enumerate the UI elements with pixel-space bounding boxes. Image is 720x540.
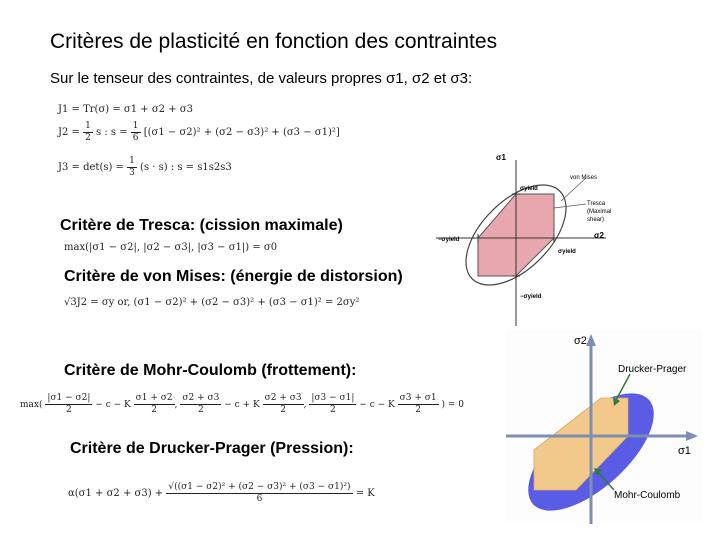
d1-axis-sigma2: σ2: [594, 231, 604, 240]
drucker-prager-heading: Critère de Drucker-Prager (Pression):: [70, 440, 354, 457]
j2-rhs: [(σ1 − σ2)² + (σ2 − σ3)² + (σ3 − σ1)²]: [143, 127, 340, 138]
j3-rhs: (s · s) : s = s1s2s3: [140, 162, 232, 173]
mc-mid-2: − c + K: [224, 400, 260, 410]
mc-frac-2b: $\frac{\sigma 2 + \sigma 3}{2}$: [264, 393, 302, 415]
label-sigma-yield-right: σyield: [558, 249, 576, 255]
mc-frac-1: $\frac{|\sigma 1 - \sigma 2|}{2}$: [47, 393, 91, 415]
label-neg-sigma-yield-left: −σyield: [438, 237, 460, 243]
dp-rhs: = K: [355, 488, 375, 499]
tresca-pointer: [554, 204, 586, 208]
label-tresca: Tresca: [587, 201, 606, 207]
mc-frac-3b: $\frac{\sigma 3 + \sigma 1}{2}$: [399, 393, 437, 415]
mc-frac-3: $\frac{|\sigma 3 - \sigma 1|}{2}$: [311, 393, 355, 415]
label-sigma-yield-top: σyield: [520, 186, 538, 192]
d2-axis-sigma2: σ2: [574, 335, 587, 347]
mohr-coulomb-formula: max( $\frac{|\sigma 1 - \sigma 2|}{2}$ − c − K $\frac{\sigma 1 + \sigma 2}{2}$ , $\frac{\sigma 2 + \sigma 3}{2}$ − c + K $\frac{\sigma 2 + \sigma 3}{2}$ , $\frac{|\sigma 3 - \sigma 1|}{2}$ − c − K $\frac{\sigma 3 + \sigma 1}{2}$ ) = 0: [20, 393, 464, 415]
von-mises-heading: Critère de von Mises: (énergie de distorsion): [64, 268, 403, 285]
von-mises-formula: √3J2 = σy or, (σ1 − σ2)² + (σ2 − σ3)² + (σ3 − σ1)² = 2σy²: [64, 297, 360, 308]
mc-frac-2: $\frac{\sigma 2 + \sigma 3}{2}$: [182, 393, 220, 415]
label-tresca-maximal: (Maximal: [587, 209, 612, 215]
mc-frac-1b: $\frac{\sigma 1 + \sigma 2}{2}$: [135, 393, 173, 415]
mc-open: max(: [20, 400, 43, 410]
tresca-formula: max(|σ1 − σ2|, |σ2 − σ3|, |σ3 − σ1|) = σ0: [64, 242, 278, 253]
drucker-prager-formula: [68, 482, 375, 505]
j2-mid: s : s =: [96, 127, 128, 138]
mohr-coulomb-heading: Critère de Mohr-Coulomb (frottement):: [64, 362, 357, 379]
page-title: Critères de plasticité en fonction des contraintes: [50, 30, 498, 53]
invariant-j1: J1 = Tr(σ) = σ1 + σ2 + σ3: [58, 104, 193, 115]
dp-lhs: α(σ1 + σ2 + σ3) +: [68, 488, 167, 499]
tresca-heading: Critère de Tresca: (cission maximale): [60, 217, 343, 234]
dp-frac: $\frac{\text{√((σ1 − σ2)² + (σ2 − σ3)² + (σ3 − σ1)²)}}{6}$: [168, 482, 351, 504]
d1-axis-sigma1: σ1: [496, 153, 506, 162]
mc-close: ) = 0: [441, 400, 464, 410]
j3-frac-third: $\frac{1}{3}$: [129, 156, 135, 178]
mc-mid-1: − c − K: [95, 400, 131, 410]
invariant-j2: [58, 121, 340, 144]
intro-text: Sur le tenseur des contraintes, de valeurs propres σ1, σ2 et σ3:: [50, 70, 473, 87]
label-mohr-coulomb: Mohr-Coulomb: [614, 490, 681, 501]
j3-lhs: J3 = det(s) =: [58, 162, 124, 173]
j2-lhs: J2 =: [58, 127, 80, 138]
d2-axis-sigma1: σ1: [678, 445, 691, 457]
label-neg-sigma-yield-bottom: −σyield: [520, 294, 542, 300]
dp-mc-diagram: [506, 330, 702, 524]
j2-frac-half: $\frac{1}{2}$: [85, 121, 91, 143]
von-mises-pointer: [561, 178, 586, 201]
j2-frac-sixth: $\frac{1}{6}$: [132, 121, 139, 143]
label-tresca-shear: shear): [587, 217, 605, 223]
label-von-mises: von Mises: [570, 175, 598, 181]
yield-surface-diagram: [428, 148, 618, 328]
label-drucker-prager: Drucker-Prager: [618, 364, 687, 375]
invariant-j3: [58, 156, 232, 179]
mc-mid-3: − c − K: [359, 400, 395, 410]
